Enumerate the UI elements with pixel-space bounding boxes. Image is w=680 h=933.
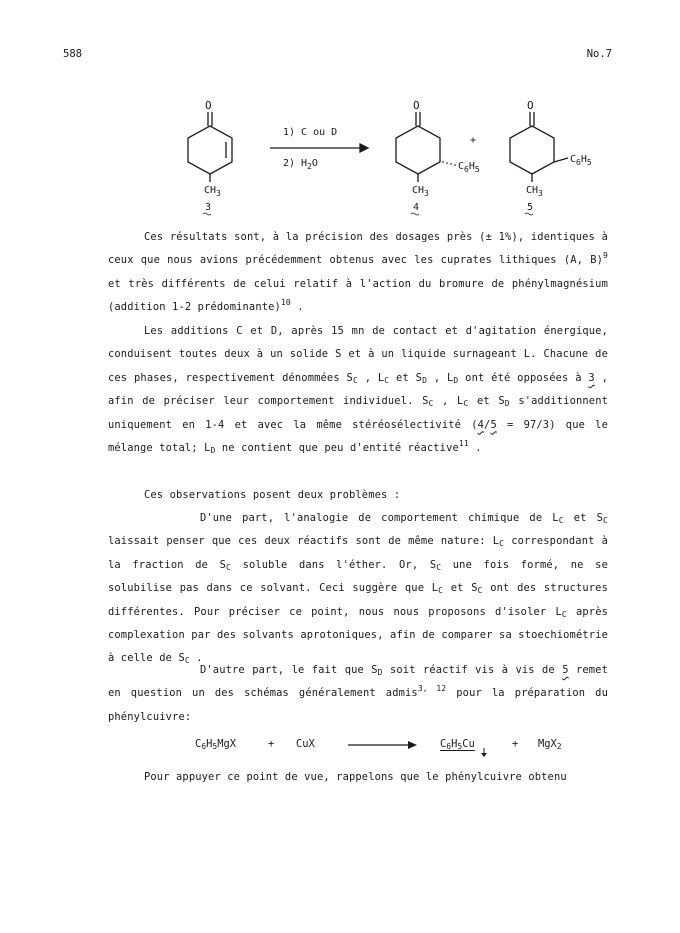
compound-number-4: 4 bbox=[413, 202, 420, 213]
equation-product-2: MgX$_2$ bbox=[538, 738, 562, 751]
paragraph-first-problem: D'une part, l'analogie de comportement chimique de $L_C$ et $S_C$ laissait penser que ces deux réactifs sont de même nature: $L_C$ correspondant à la fraction de $S_C$ soluble dans l'éther. Or, $S_C$ une fois formé, ne se solubilise pas dans ce solvant. Ceci suggère que $L_C$ et $S_C$ ont des structures différentes. Pour préciser ce point, nous nous proposons d'isoler $L_C$ après complexation par des solvants aprotoniques, afin de comparer sa stoechiométrie à celle de $S_C$ . bbox=[108, 512, 609, 666]
compound-3-structure bbox=[188, 99, 232, 215]
reaction-scheme bbox=[0, 0, 680, 230]
equation-plus: + bbox=[268, 738, 275, 750]
methyl-label: $CH_3$ bbox=[526, 185, 543, 198]
compound-5-structure bbox=[510, 99, 592, 215]
compound-number-5: 5 bbox=[527, 202, 534, 213]
paragraph-observations: Ces observations posent deux problèmes : bbox=[144, 489, 401, 501]
compound-4-structure bbox=[396, 99, 480, 215]
paragraph-results: Ces résultats sont, à la précision des dosages près (± 1%), identiques à ceux que nous avions précédemment obtenus avec les cuprates lithiques (A, B)$^9$ et très différents de celui relatif à l'action du bromure de phénylmagnésium (addition 1-2 prédominante)$^{10}$ . bbox=[108, 231, 608, 314]
methyl-label: $CH_3$ bbox=[204, 185, 221, 198]
journal-issue: No.7 bbox=[586, 48, 612, 60]
plus-sign: + bbox=[470, 135, 477, 146]
page-number: 588 bbox=[63, 48, 82, 60]
paragraph-additions: Les additions C et D, après 15 mn de contact et d'agitation énergique, conduisent toutes deux à un solide S et à un liquide surnageant L. Chacune de ces phases, respectivement dénommées $S_C$ , $L_C$ et $S_D$ , $L_D$ ont été opposées à 3 , afin de préciser leur comportement individuel. $S_C$ , $L_C$ et $S_D$ s'additionnent uniquement en 1-4 et avec la même stéréosélectivité (4/5 = 97/3) que le mélange total; $L_D$ ne contient que peu d'entité réactive$^{11}$ . bbox=[108, 325, 609, 456]
precipitate-arrow-icon bbox=[480, 748, 488, 758]
equation-plus: + bbox=[512, 738, 519, 750]
carbonyl-o-label: O bbox=[527, 99, 534, 112]
equation-reactant-1: $C_6H_5MgX$ bbox=[195, 738, 236, 751]
reagent-step-1: 1) C ou D bbox=[283, 127, 338, 138]
equation-arrow bbox=[348, 739, 418, 751]
equation-reactant-2: CuX bbox=[296, 738, 315, 750]
compound-number-3: 3 bbox=[205, 202, 212, 213]
reagent-step-2: 2) $H_2O$ bbox=[283, 158, 318, 171]
paragraph-second-problem: D'autre part, le fait que $S_D$ soit réactif vis à vis de 5 remet en question un des schémas généralement admis$^{3, 12}$ pour la préparation du phénylcuivre: bbox=[108, 664, 608, 723]
methyl-label: $CH_3$ bbox=[412, 185, 429, 198]
phenyl-label: $C_6H_5$ bbox=[570, 154, 592, 167]
phenyl-label: $C_6H_5$ bbox=[458, 161, 480, 174]
carbonyl-o-label: O bbox=[413, 99, 420, 112]
paragraph-closing: Pour appuyer ce point de vue, rappelons que le phénylcuivre obtenu bbox=[144, 771, 567, 783]
carbonyl-o-label: O bbox=[205, 99, 212, 112]
reaction-arrow bbox=[270, 127, 368, 171]
equation-product-1: $C_6H_5Cu$ bbox=[440, 738, 475, 751]
